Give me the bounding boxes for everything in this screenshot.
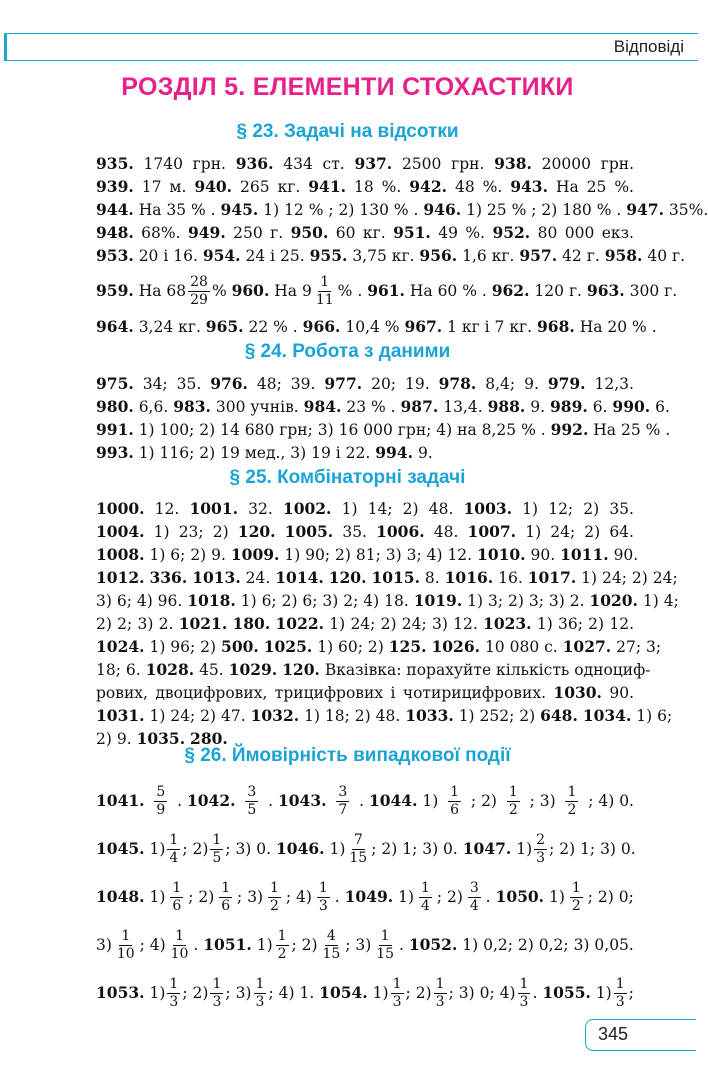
frac-row (96, 825, 634, 873)
answer-text: ; 3) 0; 4) (448, 984, 516, 1002)
answer-text: ; 4) (285, 888, 312, 906)
frac-row (96, 873, 634, 921)
page-number: 345 (598, 1024, 629, 1044)
fraction: $\frac{4}{15}$ (322, 927, 341, 962)
section-23-answers (96, 152, 708, 338)
fraction: $\frac{7}{15}$ (349, 831, 368, 866)
fraction: $\frac{1}{3}$ (169, 975, 179, 1010)
answer-line: 944. На 35 % . 945. 1) 12 % ; 2) 130 % . 946. 1) 25 % ; 2) 180 % . 947. 35%. (96, 200, 708, 219)
running-header (4, 33, 698, 61)
fraction: $\frac{1}{4}$ (420, 879, 430, 914)
section-25-answers (96, 497, 679, 750)
section-26-answers (96, 777, 634, 1017)
fraction: $\frac{1}{2}$ (567, 783, 577, 818)
answer-line: 975. 34; 35. 976. 48; 39. 977. 20; 19. 978. 8,4; 9. 979. 12,3. (96, 374, 634, 393)
answer-line: 935. 1740 грн. 936. 434 ст. 937. 2500 грн. 938. 20000 грн. (96, 154, 635, 173)
answer-text: ; 2) (188, 888, 215, 906)
answer-text: ; 4) (139, 936, 166, 954)
answer-line: 18; 6. 1028. 45. 1029. 120. Вказівка: порахуйте кількість одноциф- (96, 660, 651, 679)
fraction: $\frac{1}{15}$ (376, 927, 395, 962)
running-header-title: Відповіді (613, 37, 684, 56)
frac-row (96, 969, 634, 1017)
answer-text: ; 2) (291, 936, 318, 954)
section-title-26: § 26. Ймовірність випадкової події (184, 745, 511, 766)
section-title-25: § 25. Комбінаторні задачі (229, 467, 466, 488)
answer-text: ; 4) 0. (588, 792, 634, 810)
answer-text: ; 2) (436, 888, 463, 906)
answer-text: ; (628, 984, 634, 1002)
answer-text: 1048. 1) (96, 887, 166, 906)
answer-text: 3) (96, 936, 112, 954)
fraction: $\frac{1}{2}$ (571, 879, 581, 914)
fraction: $\frac{1}{10}$ (116, 927, 135, 962)
answer-text: . 1044. 1) (359, 791, 439, 810)
answer-text: . 1050. 1) (485, 887, 565, 906)
answer-text: ; 4) 1. 1054. 1) (268, 983, 389, 1002)
answer-text: 959. На 68 (96, 281, 187, 300)
fraction: $\frac{1}{2}$ (270, 879, 279, 914)
answer-text: ; 2) 1; 3) 0. 1047. 1) (371, 839, 533, 858)
answer-text: ; 3) 0. 1046. 1) (225, 839, 346, 858)
fraction: $\frac{1}{3}$ (392, 975, 402, 1010)
answer-text: % 960. На 9 (211, 281, 312, 300)
section-title-23: § 23. Задачі на відсотки (236, 121, 459, 142)
chapter-title: РОЗДІЛ 5. ЕЛЕМЕНТИ СТОХАСТИКИ (121, 73, 574, 101)
fraction: $\frac{1}{3}$ (255, 975, 265, 1010)
answer-text: . 1043. (268, 791, 327, 810)
answer-text: ; 3) (345, 936, 372, 954)
fraction: $\frac{1}{6}$ (172, 879, 182, 914)
answer-line: 991. 1) 100; 2) 14 680 грн; 3) 16 000 грн; 4) на 8,25 % . 992. На 25 % . (96, 420, 671, 439)
fraction: $\frac{1}{6}$ (450, 783, 460, 818)
answer-line: 2) 2; 3) 2. 1021. 180. 1022. 1) 24; 2) 24; 3) 12. 1023. 1) 36; 2) 12. (96, 614, 634, 633)
fraction: $\frac{3}{7}$ (338, 783, 348, 818)
answer-line: 1008. 1) 6; 2) 9. 1009. 1) 90; 2) 81; 3) 3; 4) 12. 1010. 90. 1011. 90. (96, 545, 639, 564)
fraction: $\frac{28}{29}$ (190, 273, 208, 308)
answer-text: ; 2) (470, 792, 497, 810)
fraction: $\frac{1}{5}$ (212, 831, 222, 866)
answer-text: ; 2) (182, 840, 209, 858)
fraction: $\frac{1}{3}$ (615, 975, 625, 1010)
fraction: $\frac{1}{3}$ (435, 975, 445, 1010)
answer-line: 2) 9. 1035. 280. (96, 729, 228, 748)
fraction: $\frac{1}{2}$ (508, 783, 518, 818)
fraction: $\frac{3}{5}$ (247, 783, 257, 818)
answer-line: 964. 3,24 кг. 965. 22 % . 966. 10,4 % 967. 1 кг і 7 кг. 968. На 20 % . (96, 317, 657, 336)
answer-text: . 1042. (177, 791, 236, 810)
answer-line: 953. 20 і 16. 954. 24 і 25. 955. 3,75 кг. 956. 1,6 кг. 957. 42 г. 958. 40 г. (96, 246, 686, 265)
answer-line: 980. 6,6. 983. 300 учнів. 984. 23 % . 987. 13,4. 988. 9. 989. 6. 990. 6. (96, 397, 670, 416)
fraction: $\frac{1}{6}$ (221, 879, 231, 914)
answer-text: % . 961. На 60 % . 962. 120 г. 963. 300 г. (337, 281, 678, 300)
frac-row (96, 921, 634, 969)
answer-line: 3) 6; 4) 96. 1018. 1) 6; 2) 6; 3) 2; 4) 18. 1019. 1) 3; 2) 3; 3) 2. 1020. 1) 4; (96, 591, 679, 610)
answer-text: 1053. 1) (96, 983, 166, 1002)
answer-line-fractions (96, 267, 678, 315)
answer-line: 1000. 12. 1001. 32. 1002. 1) 14; 2) 48. 1003. 1) 12; 2) 35. (96, 499, 634, 518)
answer-text: 1045. 1) (96, 839, 166, 858)
answer-text: ; 3) (225, 984, 252, 1002)
fraction: $\frac{3}{4}$ (469, 879, 479, 914)
frac-row (96, 777, 634, 825)
fraction: $\frac{1}{11}$ (315, 273, 334, 308)
answer-text: . 1055. 1) (532, 983, 612, 1002)
fraction: $\frac{1}{4}$ (169, 831, 179, 866)
fraction: $\frac{1}{2}$ (277, 927, 287, 962)
answer-line: 939. 17 м. 940. 265 кг. 941. 18 %. 942. 48 %. 943. На 25 %. (96, 177, 634, 196)
page-number-tab (585, 1019, 696, 1051)
answer-text: ; 3) (237, 888, 264, 906)
answer-line: 993. 1) 116; 2) 19 мед., 3) 19 і 22. 994. 9. (96, 443, 433, 462)
answer-text: ; 2) (182, 984, 209, 1002)
fraction: $\frac{5}{9}$ (156, 783, 166, 818)
fraction: $\frac{1}{10}$ (170, 927, 189, 962)
answer-line: рових, двоцифрових, трицифрових і чотирицифрових. 1030. 90. (96, 683, 635, 702)
section-title-24: § 24. Робота з даними (244, 341, 451, 362)
answer-text: . 1051. 1) (193, 935, 273, 954)
answer-text: . 1049. 1) (334, 887, 415, 906)
answer-text: ; 3) (529, 792, 556, 810)
answer-text: ; 2) (405, 984, 432, 1002)
answer-line: 1004. 1) 23; 2) 120. 1005. 35. 1006. 48. 1007. 1) 24; 2) 64. (96, 522, 634, 541)
fraction: $\frac{1}{3}$ (318, 879, 328, 914)
answer-line: 1012. 336. 1013. 24. 1014. 120. 1015. 8. 1016. 16. 1017. 1) 24; 2) 24; (96, 568, 678, 587)
answer-text: 1041. (96, 791, 145, 810)
fraction: $\frac{2}{3}$ (536, 831, 546, 866)
answer-line: 1024. 1) 96; 2) 500. 1025. 1) 60; 2) 125. 1026. 10 080 с. 1027. 27; 3; (96, 637, 662, 656)
answer-text: ; 2) 1; 3) 0. (549, 840, 636, 858)
fraction: $\frac{1}{3}$ (519, 975, 529, 1010)
answer-text: ; 2) 0; (587, 888, 634, 906)
answer-text: . 1052. 1) 0,2; 2) 0,2; 3) 0,05. (398, 935, 634, 954)
answer-line: 948. 68%. 949. 250 г. 950. 60 кг. 951. 49 %. 952. 80 000 екз. (96, 223, 634, 242)
section-24-answers (96, 372, 671, 464)
fraction: $\frac{1}{3}$ (212, 975, 222, 1010)
answer-line: 1031. 1) 24; 2) 47. 1032. 1) 18; 2) 48. 1033. 1) 252; 2) 648. 1034. 1) 6; (96, 706, 673, 725)
